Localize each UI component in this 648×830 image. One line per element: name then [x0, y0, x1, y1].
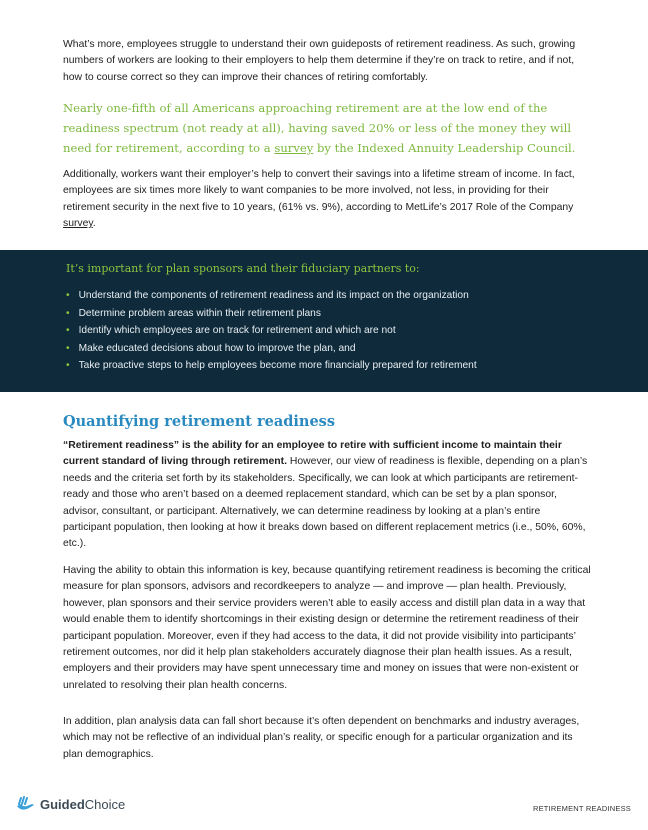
survey-link[interactable]: survey: [274, 141, 314, 155]
logo-rest: Choice: [84, 796, 126, 812]
hand-logo-icon: [15, 796, 35, 812]
list-item: [66, 287, 477, 305]
metlife-survey-link[interactable]: survey: [63, 218, 93, 230]
callout-title: It’s important for plan sponsors and their fiduciary partners to:: [66, 262, 420, 275]
bullet-icon: •: [66, 360, 70, 372]
guidedchoice-logo: [15, 796, 125, 812]
quote-text-end: by the Indexed Annuity Leadership Council.: [313, 141, 576, 155]
bullet-icon: •: [66, 290, 70, 301]
section-heading: Quantifying retirement readiness: [63, 413, 336, 430]
logo-text: [40, 797, 125, 812]
intro-paragraph: What’s more, employees struggle to understand their own guideposts of retirement readiness. As such, growing numbers of workers are looking to their employers to help them determine if they’re on track to retire, and if not, how to course correct so they can improve their chances of retiring comfortably.: [63, 39, 576, 83]
list-item: [66, 322, 477, 340]
list-item: [66, 340, 477, 358]
list-item-text: Determine problem areas within their retirement plans: [78, 307, 321, 319]
list-item-text: Make educated decisions about how to improve the plan, and: [78, 342, 356, 354]
bullet-icon: •: [66, 342, 70, 354]
list-item-text: Identify which employees are on track for retirement and which are not: [78, 325, 396, 337]
bullet-icon: •: [66, 307, 70, 319]
list-item-text: Take proactive steps to help employees become more financially prepared for retirement: [78, 360, 477, 372]
callout-box: [0, 250, 648, 392]
callout-list: [66, 287, 477, 375]
paragraph-text-end: .: [92, 218, 96, 230]
list-item: [66, 357, 477, 375]
bullet-icon: •: [66, 325, 70, 337]
section-paragraph-2: Having the ability to obtain this information is key, because quantifying retirement readiness is becoming the critical measure for plan sponsors, advisors and recordkeepers to analyze — and improve — plan health. Previously, however, plan sponsors and their service providers weren’t able to easily access and distill plan data in a way that would enable them to identify shortcomings in their existing design or determine the retirement readiness of their participant population. Moreover, even if they had access to the data, it did not provide visibility into participants’ retirement outcomes, nor did it help plan stakeholders accurately diagnose their plan health issues. As a result, employers and their providers may have spent unnecessary time and money on issues that were non-existent or unrelated to resolving their plan health concerns.: [63, 565, 591, 691]
footer-section-label: RETIREMENT READINESS: [532, 804, 631, 813]
section-paragraph-1: [63, 438, 591, 553]
logo-bold: Guided: [40, 796, 85, 812]
list-item: [66, 305, 477, 323]
quote-text: Nearly one-fifth of all Americans approaching retirement are at the low end of the readiness spectrum (not ready at all), having saved 20% or less of the money they will need for retirement, according to a: [63, 101, 572, 155]
section-paragraph-3: In addition, plan analysis data can fall short because it’s often dependent on benchmarks and industry averages, which may not be reflective of an individual plan’s reality, or specific enough for a particular organization and its plan demographics.: [63, 716, 580, 760]
paragraph-text: Additionally, workers want their employer’s help to convert their savings into a lifetime stream of income. In fact, employees are six times more likely to want companies to be more involved, not less, in providing for their retirement security in the next five to 10 years, (61% vs. 9%), according to MetLife’s 2017 Role of the Company: [63, 169, 575, 213]
paragraph-text: However, our view of readiness is flexible, depending on a plan’s needs and the criteria set forth by its stakeholders. Specifically, we can look at which participants are retirement-ready and those who aren’t based on a deemed replacement standard, which can be set by a plan sponsor, advisor, consultant, or participant. Alternatively, we can determine readiness by looking at a plan’s entire participant population, then looking at how it breaks down based on different replacement metrics (i.e., 50%, 60%, etc.).: [63, 456, 588, 550]
pull-quote: [63, 98, 593, 158]
paragraph-2: [63, 167, 591, 233]
list-item-text: Understand the components of retirement readiness and its impact on the organization: [78, 290, 469, 301]
definition-bold: “Retirement readiness” is the ability for an employee to retire with sufficient income to maintain their current standard of living through retirement.: [63, 440, 562, 468]
